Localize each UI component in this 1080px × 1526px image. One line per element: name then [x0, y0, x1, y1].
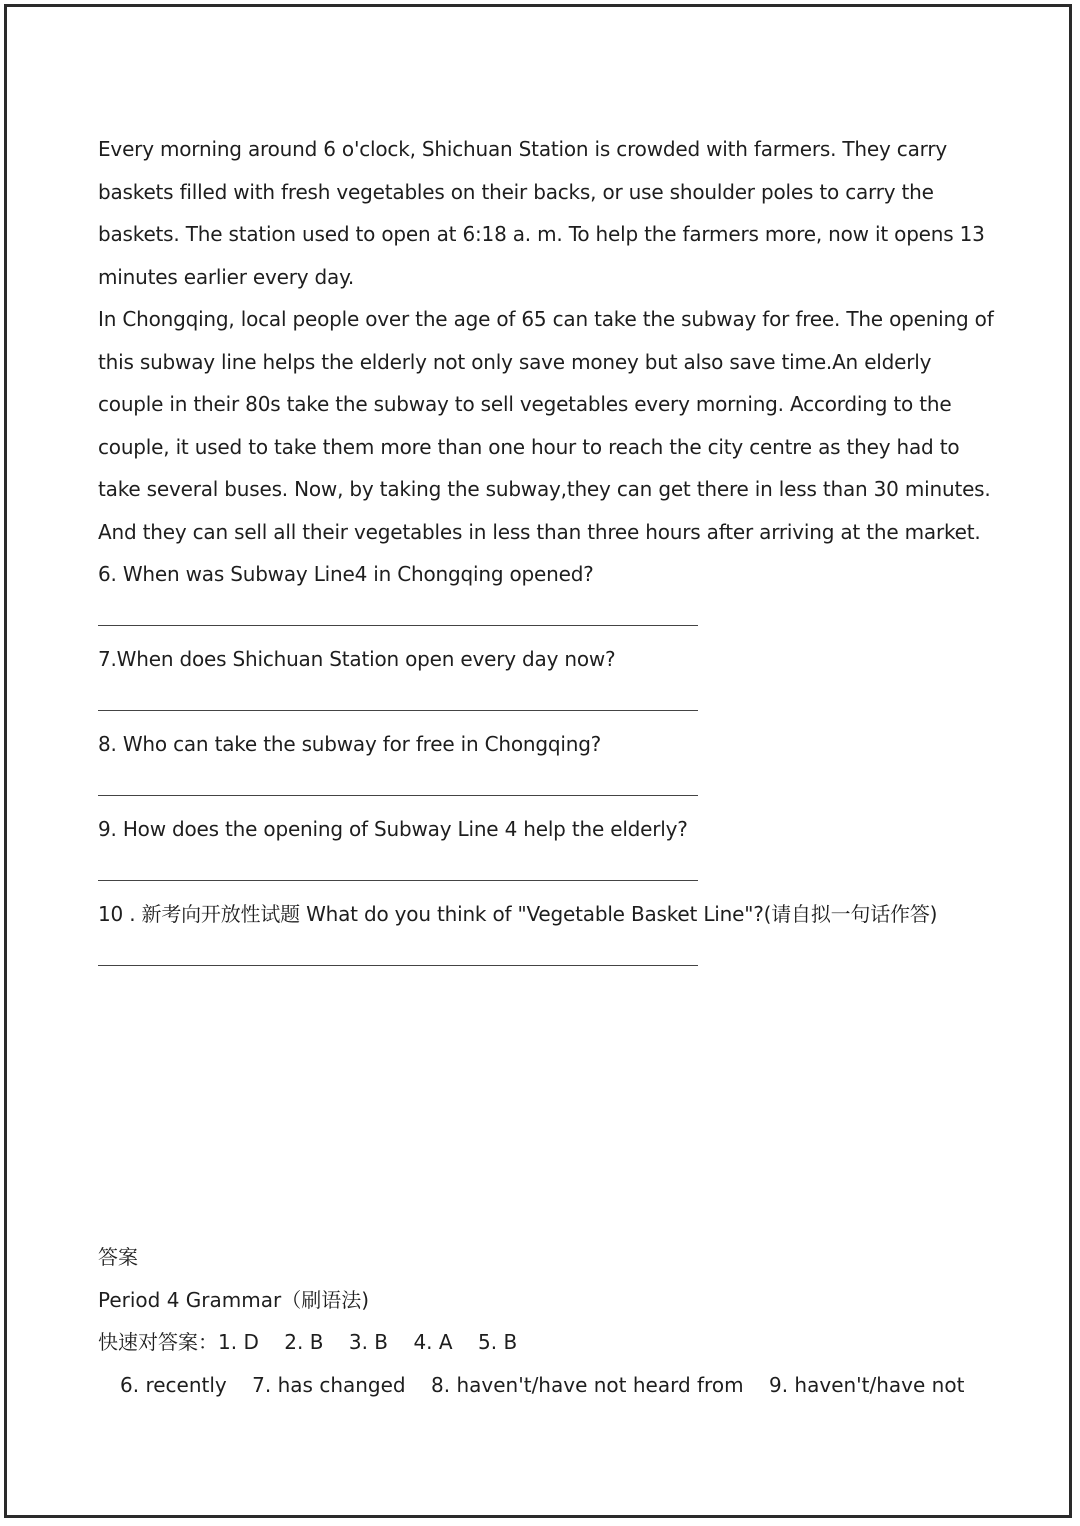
answer-key [98, 1236, 998, 1406]
question-block [98, 553, 998, 978]
question-10: 10 . 新考向开放性试题 What do you think of "Vegetable Basket Line"?(请自拟一句话作答) [98, 902, 938, 926]
worksheet-content [98, 128, 998, 978]
question-6: 6. When was Subway Line4 in Chongqing opened? [98, 562, 594, 586]
passage-paragraph-2: In Chongqing, local people over the age of 65 can take the subway for free. The opening of this subway line helps the elderly not only save money but also save time.An elderly couple in their 80s take the subway to sell vegetables every morning. According to the couple, it used to take them more than one hour to reach the city centre as they had to take several buses. Now, by taking the subway,they can get there in less than 30 minutes. And they can sell all their vegetables in less than three hours after arriving at the market. [98, 307, 994, 544]
answer-line-10 [98, 936, 698, 979]
passage-paragraph-1: Every morning around 6 o'clock, Shichuan Station is crowded with farmers. They carry baskets filled with fresh vegetables on their backs, or use shoulder poles to carry the baskets. The station used to open at 6:18 a. m. To help the farmers more, now it opens 13 minutes earlier every day. [98, 137, 985, 289]
answer-heading: 答案 [98, 1245, 138, 1269]
answer-line-8 [98, 766, 698, 809]
quick-answers: 快速对答案：1. D 2. B 3. B 4. A 5. B [98, 1330, 518, 1354]
answer-items: 6. recently 7. has changed 8. haven't/have not heard from 9. haven't/have not [120, 1372, 965, 1397]
question-7: 7.When does Shichuan Station open every day now? [98, 647, 616, 671]
reading-passage [98, 128, 998, 553]
question-8: 8. Who can take the subway for free in Chongqing? [98, 732, 602, 756]
answer-line-7 [98, 681, 698, 724]
period-title: Period 4 Grammar（刷语法) [98, 1287, 370, 1312]
answer-line-6 [98, 596, 698, 639]
answer-line-9 [98, 851, 698, 894]
question-9: 9. How does the opening of Subway Line 4 help the elderly? [98, 817, 688, 841]
